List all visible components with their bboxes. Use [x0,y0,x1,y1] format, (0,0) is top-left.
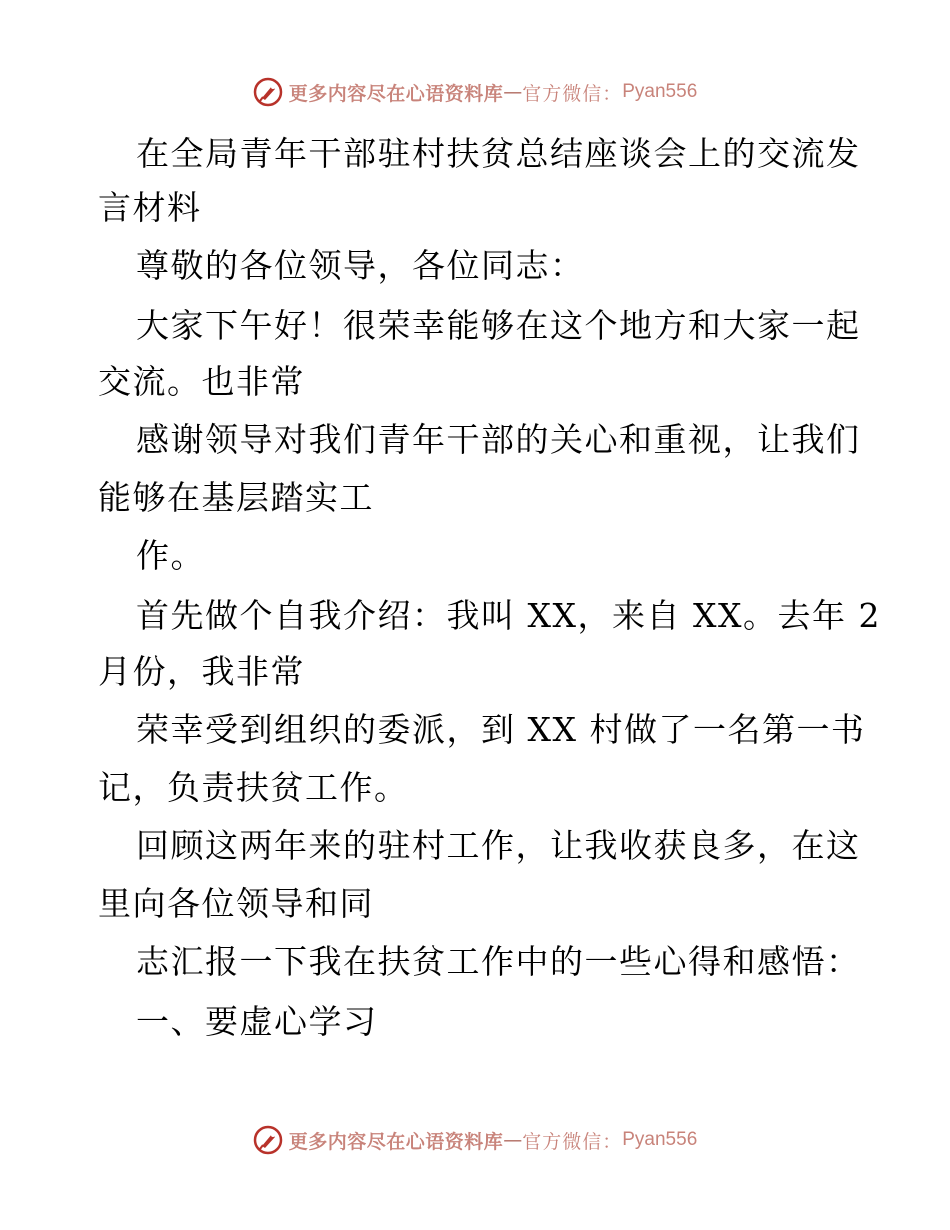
footer-banner-wechat-label: 官方微信： [522,1130,623,1153]
doc-line: 尊敬的各位领导，各位同志： [136,246,585,285]
doc-line: 言材料 [98,188,202,227]
footer-banner-main-text: 更多内容尽在心语资料库 [288,1130,504,1153]
footer-banner-separator: — [503,1129,523,1151]
footer-banner [0,1120,950,1160]
doc-line: 回顾这两年来的驻村工作，让我收获良多，在这 [136,826,861,865]
pen-nib-logo-icon [253,77,283,107]
doc-line: 首先做个自我介绍：我叫 XX，来自 XX。去年 2 [136,596,881,635]
doc-line: 志汇报一下我在扶贫工作中的一些心得和感悟： [136,942,861,981]
doc-line: 交流。也非常 [98,362,305,401]
header-banner [0,72,950,112]
footer-banner-wechat-id: Pyan556 [622,1129,698,1150]
doc-line: 荣幸受到组织的委派，到 XX 村做了一名第一书 [136,710,866,749]
doc-line: 月份，我非常 [98,652,305,691]
header-banner-wechat-id: Pyan556 [622,81,698,102]
doc-line: 一、要虚心学习 [136,1002,378,1041]
header-banner-wechat-label: 官方微信： [522,82,623,105]
header-banner-separator: — [503,81,523,103]
doc-line: 作。 [136,536,205,575]
header-banner-main-text: 更多内容尽在心语资料库 [288,82,504,105]
pen-nib-logo-icon [253,1125,283,1155]
doc-line: 大家下午好！很荣幸能够在这个地方和大家一起 [136,306,861,345]
doc-line: 感谢领导对我们青年干部的关心和重视，让我们 [136,420,861,459]
doc-line: 记，负责扶贫工作。 [98,768,409,807]
doc-line: 能够在基层踏实工 [98,478,374,517]
doc-line: 在全局青年干部驻村扶贫总结座谈会上的交流发 [136,134,861,173]
doc-line: 里向各位领导和同 [98,884,374,923]
